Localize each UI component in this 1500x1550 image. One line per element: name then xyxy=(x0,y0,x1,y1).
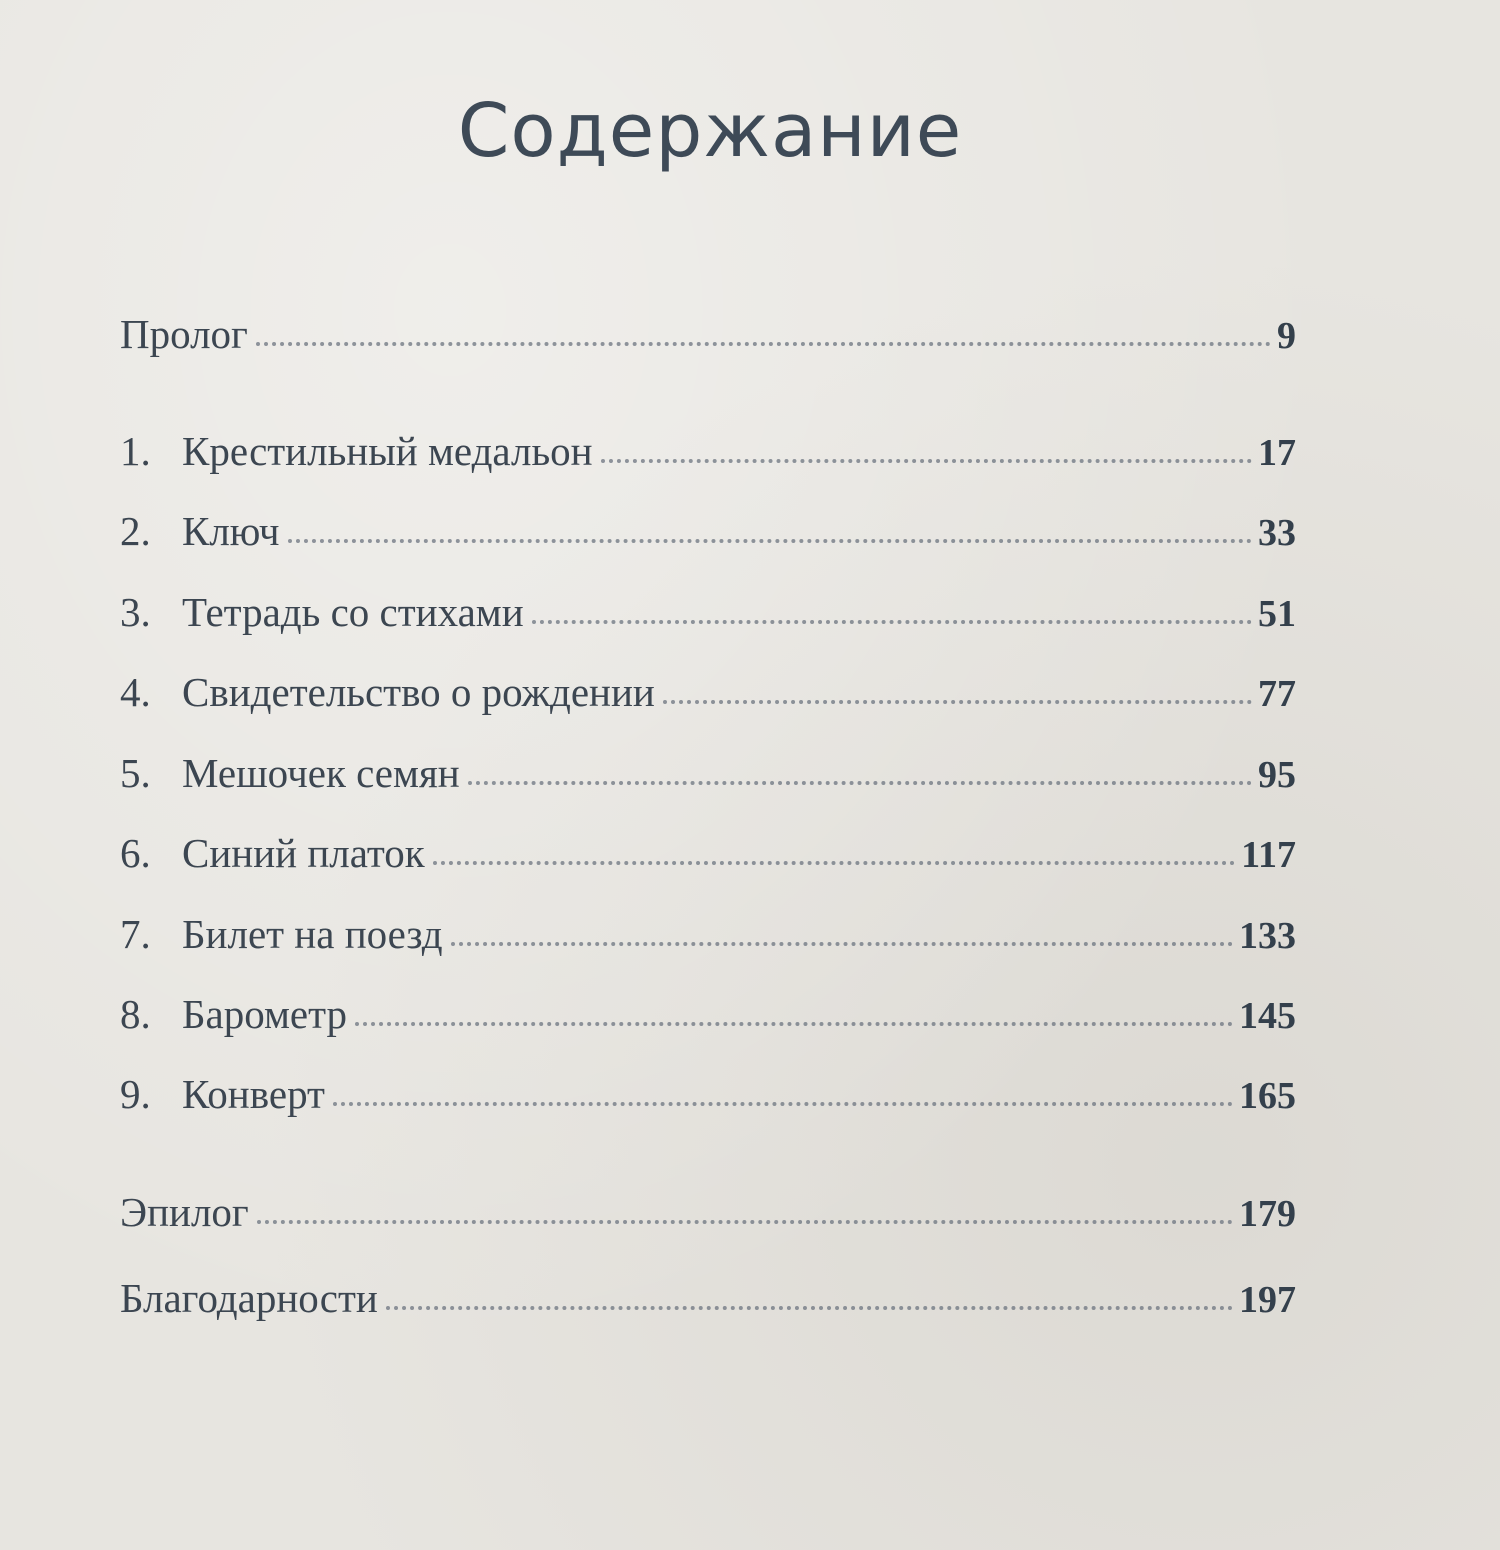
toc-entry-page: 197 xyxy=(1239,1279,1296,1321)
toc-entry-page: 133 xyxy=(1239,915,1296,957)
toc-entry-page: 117 xyxy=(1241,834,1296,876)
toc-entry-number: 6. xyxy=(120,830,151,876)
toc-entry-label: Ключ xyxy=(182,508,280,554)
dot-leader xyxy=(386,1306,1233,1310)
toc-entry-page: 165 xyxy=(1239,1075,1296,1117)
dot-leader xyxy=(601,459,1252,463)
toc-entry-number: 2. xyxy=(120,508,151,554)
toc-entry-number: 9. xyxy=(120,1071,151,1117)
toc-entry-number: 8. xyxy=(120,991,151,1037)
toc-entry-number: 7. xyxy=(120,911,151,957)
dot-leader xyxy=(663,700,1252,704)
toc-entry-page: 145 xyxy=(1239,995,1296,1037)
toc-entry-epilogue xyxy=(120,1176,1296,1236)
toc-entry-chapter-3 xyxy=(120,576,1296,636)
toc-entry-label: Крестильный медальон xyxy=(182,428,593,474)
toc-entry-number: 4. xyxy=(120,669,151,715)
dot-leader xyxy=(333,1102,1233,1106)
toc-entry-label: Барометр xyxy=(182,991,348,1037)
toc-entry-label: Благодарности xyxy=(120,1275,378,1321)
toc-entry-page: 17 xyxy=(1258,432,1296,474)
toc-entry-label: Пролог xyxy=(120,311,248,357)
toc-entry-label: Билет на поезд xyxy=(182,911,443,957)
toc-entry-chapter-5 xyxy=(120,737,1296,797)
toc-entry-number: 1. xyxy=(120,428,151,474)
toc-entry-page: 179 xyxy=(1239,1193,1296,1235)
toc-entry-label: Мешочек семян xyxy=(182,750,460,796)
toc-entry-page: 9 xyxy=(1277,315,1296,357)
dot-leader xyxy=(355,1022,1233,1026)
dot-leader xyxy=(257,1220,1233,1224)
toc-entry-chapter-6 xyxy=(120,817,1296,877)
toc-entry-chapter-1 xyxy=(120,415,1296,475)
dot-leader xyxy=(288,539,1253,543)
toc-entry-number: 3. xyxy=(120,589,151,635)
toc-entry-label: Тетрадь со стихами xyxy=(182,589,524,635)
toc-entry-label: Синий платок xyxy=(182,830,425,876)
toc-entry-chapter-2 xyxy=(120,495,1296,555)
dot-leader xyxy=(451,942,1233,946)
toc-entry-chapter-9 xyxy=(120,1058,1296,1118)
dot-leader xyxy=(256,342,1271,346)
dot-leader xyxy=(468,781,1252,785)
toc-entry-number: 5. xyxy=(120,750,151,796)
toc-entry-page: 77 xyxy=(1258,673,1296,715)
dot-leader xyxy=(433,861,1235,865)
page-title: Содержание xyxy=(457,88,963,174)
toc-entry-page: 33 xyxy=(1258,512,1296,554)
toc-entry-chapter-7 xyxy=(120,898,1296,958)
toc-entry-page: 51 xyxy=(1258,593,1296,635)
toc-entry-label: Конверт xyxy=(182,1071,325,1117)
toc-entry-chapter-4 xyxy=(120,656,1296,716)
toc-entry-label: Свидетельство о рождении xyxy=(182,669,655,715)
toc-entry-chapter-8 xyxy=(120,978,1296,1038)
toc-entry-page: 95 xyxy=(1258,754,1296,796)
toc-entry-prologue xyxy=(120,298,1296,358)
toc-entry-acknowledgements xyxy=(120,1262,1296,1322)
toc-entry-label: Эпилог xyxy=(120,1189,249,1235)
dot-leader xyxy=(532,620,1252,624)
